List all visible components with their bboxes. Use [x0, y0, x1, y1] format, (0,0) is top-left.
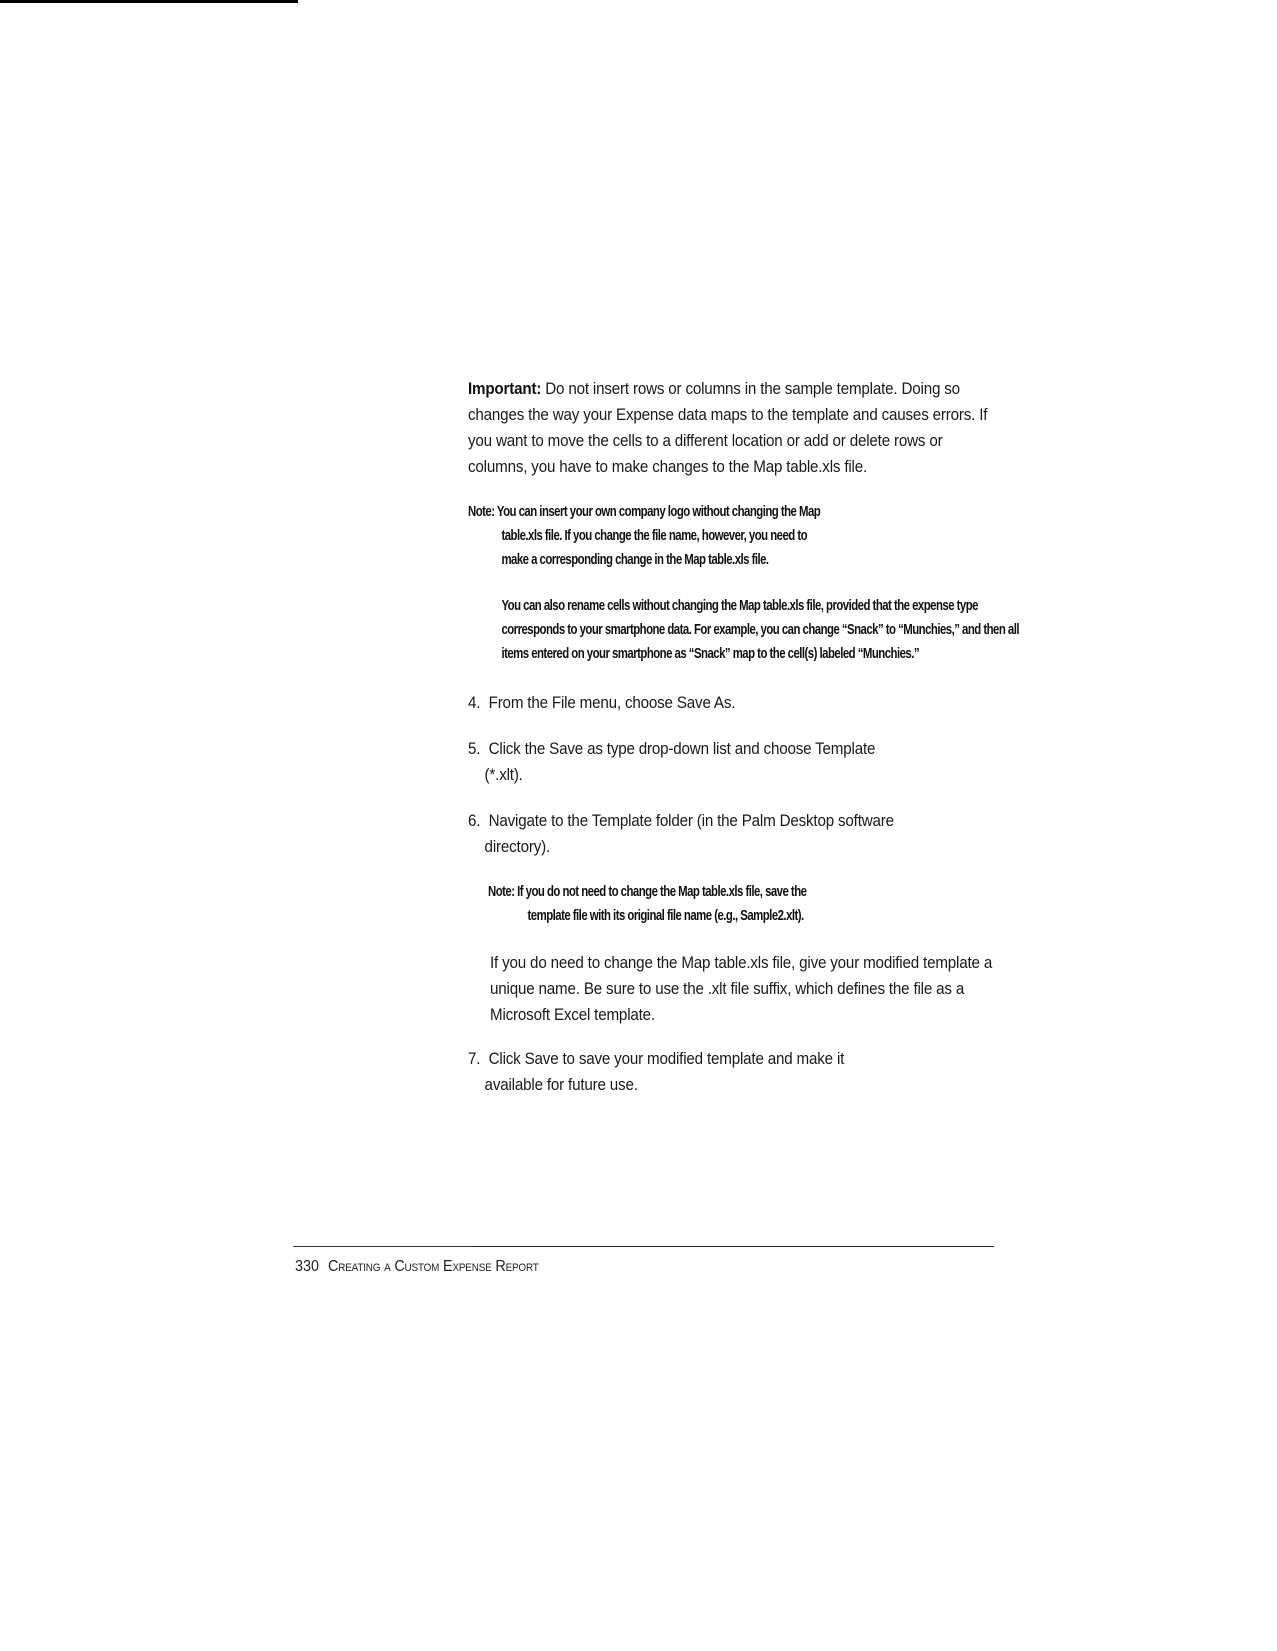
- note-line-3: make a corresponding change in the Map table.xls file.: [501, 551, 769, 568]
- chapter-title: Creating a Custom Expense Report: [328, 1258, 539, 1275]
- note-block-logo: [468, 500, 992, 572]
- step-text: Click Save to save your modified template and make it: [488, 1050, 845, 1068]
- page-footer: [295, 1258, 539, 1276]
- step-number: 7.: [468, 1050, 481, 1068]
- important-text: Do not insert rows or columns in the sample template. Doing so changes the way your Expense data maps to the template and causes errors. If you want to move the cells to a different location or add or delete rows or columns, you have to make changes to the Map table.xls file.: [468, 380, 988, 476]
- note-line-1: You can insert your own company logo without changing the Map: [494, 503, 821, 520]
- step-text-continued: (*.xlt).: [484, 766, 523, 784]
- step-number: 4.: [468, 694, 481, 712]
- note-block-filename: [488, 880, 1012, 928]
- step-text: Navigate to the Template folder (in the Palm Desktop software: [488, 812, 894, 830]
- note-label: Note:: [468, 503, 495, 520]
- note-line-2: table.xls file. If you change the file name, however, you need to: [501, 527, 808, 544]
- footer-rule: [293, 1246, 994, 1247]
- step-7: [468, 1046, 988, 1098]
- step-6: [468, 808, 988, 860]
- note-label: Note:: [488, 883, 515, 900]
- scan-edge-rule: [0, 0, 298, 3]
- step-text: From the File menu, choose Save As.: [488, 694, 736, 712]
- step-4: [468, 690, 988, 716]
- step-text-continued: available for future use.: [484, 1076, 638, 1094]
- page-number: 330: [295, 1258, 320, 1275]
- note-line-2: template file with its original file name (e.g., Sample2.xlt).: [527, 907, 804, 924]
- step-5: [468, 736, 988, 788]
- step-number: 5.: [468, 740, 481, 758]
- note-rename-cells-paragraph: You can also rename cells without changing the Map table.xls file, provided that the expense type corresponds to your smartphone data. For example, you can change “Snack” to “Munchies,” and then all items entered on your smartphone as “Snack” map to the cell(s) labeled “Munchies.”: [501, 597, 1019, 662]
- important-paragraph: [468, 376, 988, 480]
- step-text: Click the Save as type drop-down list and choose Template: [488, 740, 876, 758]
- step-text-continued: directory).: [484, 838, 551, 856]
- important-label: Important:: [468, 380, 542, 398]
- page-content: [468, 376, 1019, 1118]
- note-line-1: If you do not need to change the Map table.xls file, save the: [514, 883, 807, 900]
- unique-name-paragraph: If you do need to change the Map table.xls file, give your modified template a unique name. Be sure to use the .xlt file suffix, which defines the file as a Microsoft Excel template.: [490, 954, 993, 1024]
- step-number: 6.: [468, 812, 481, 830]
